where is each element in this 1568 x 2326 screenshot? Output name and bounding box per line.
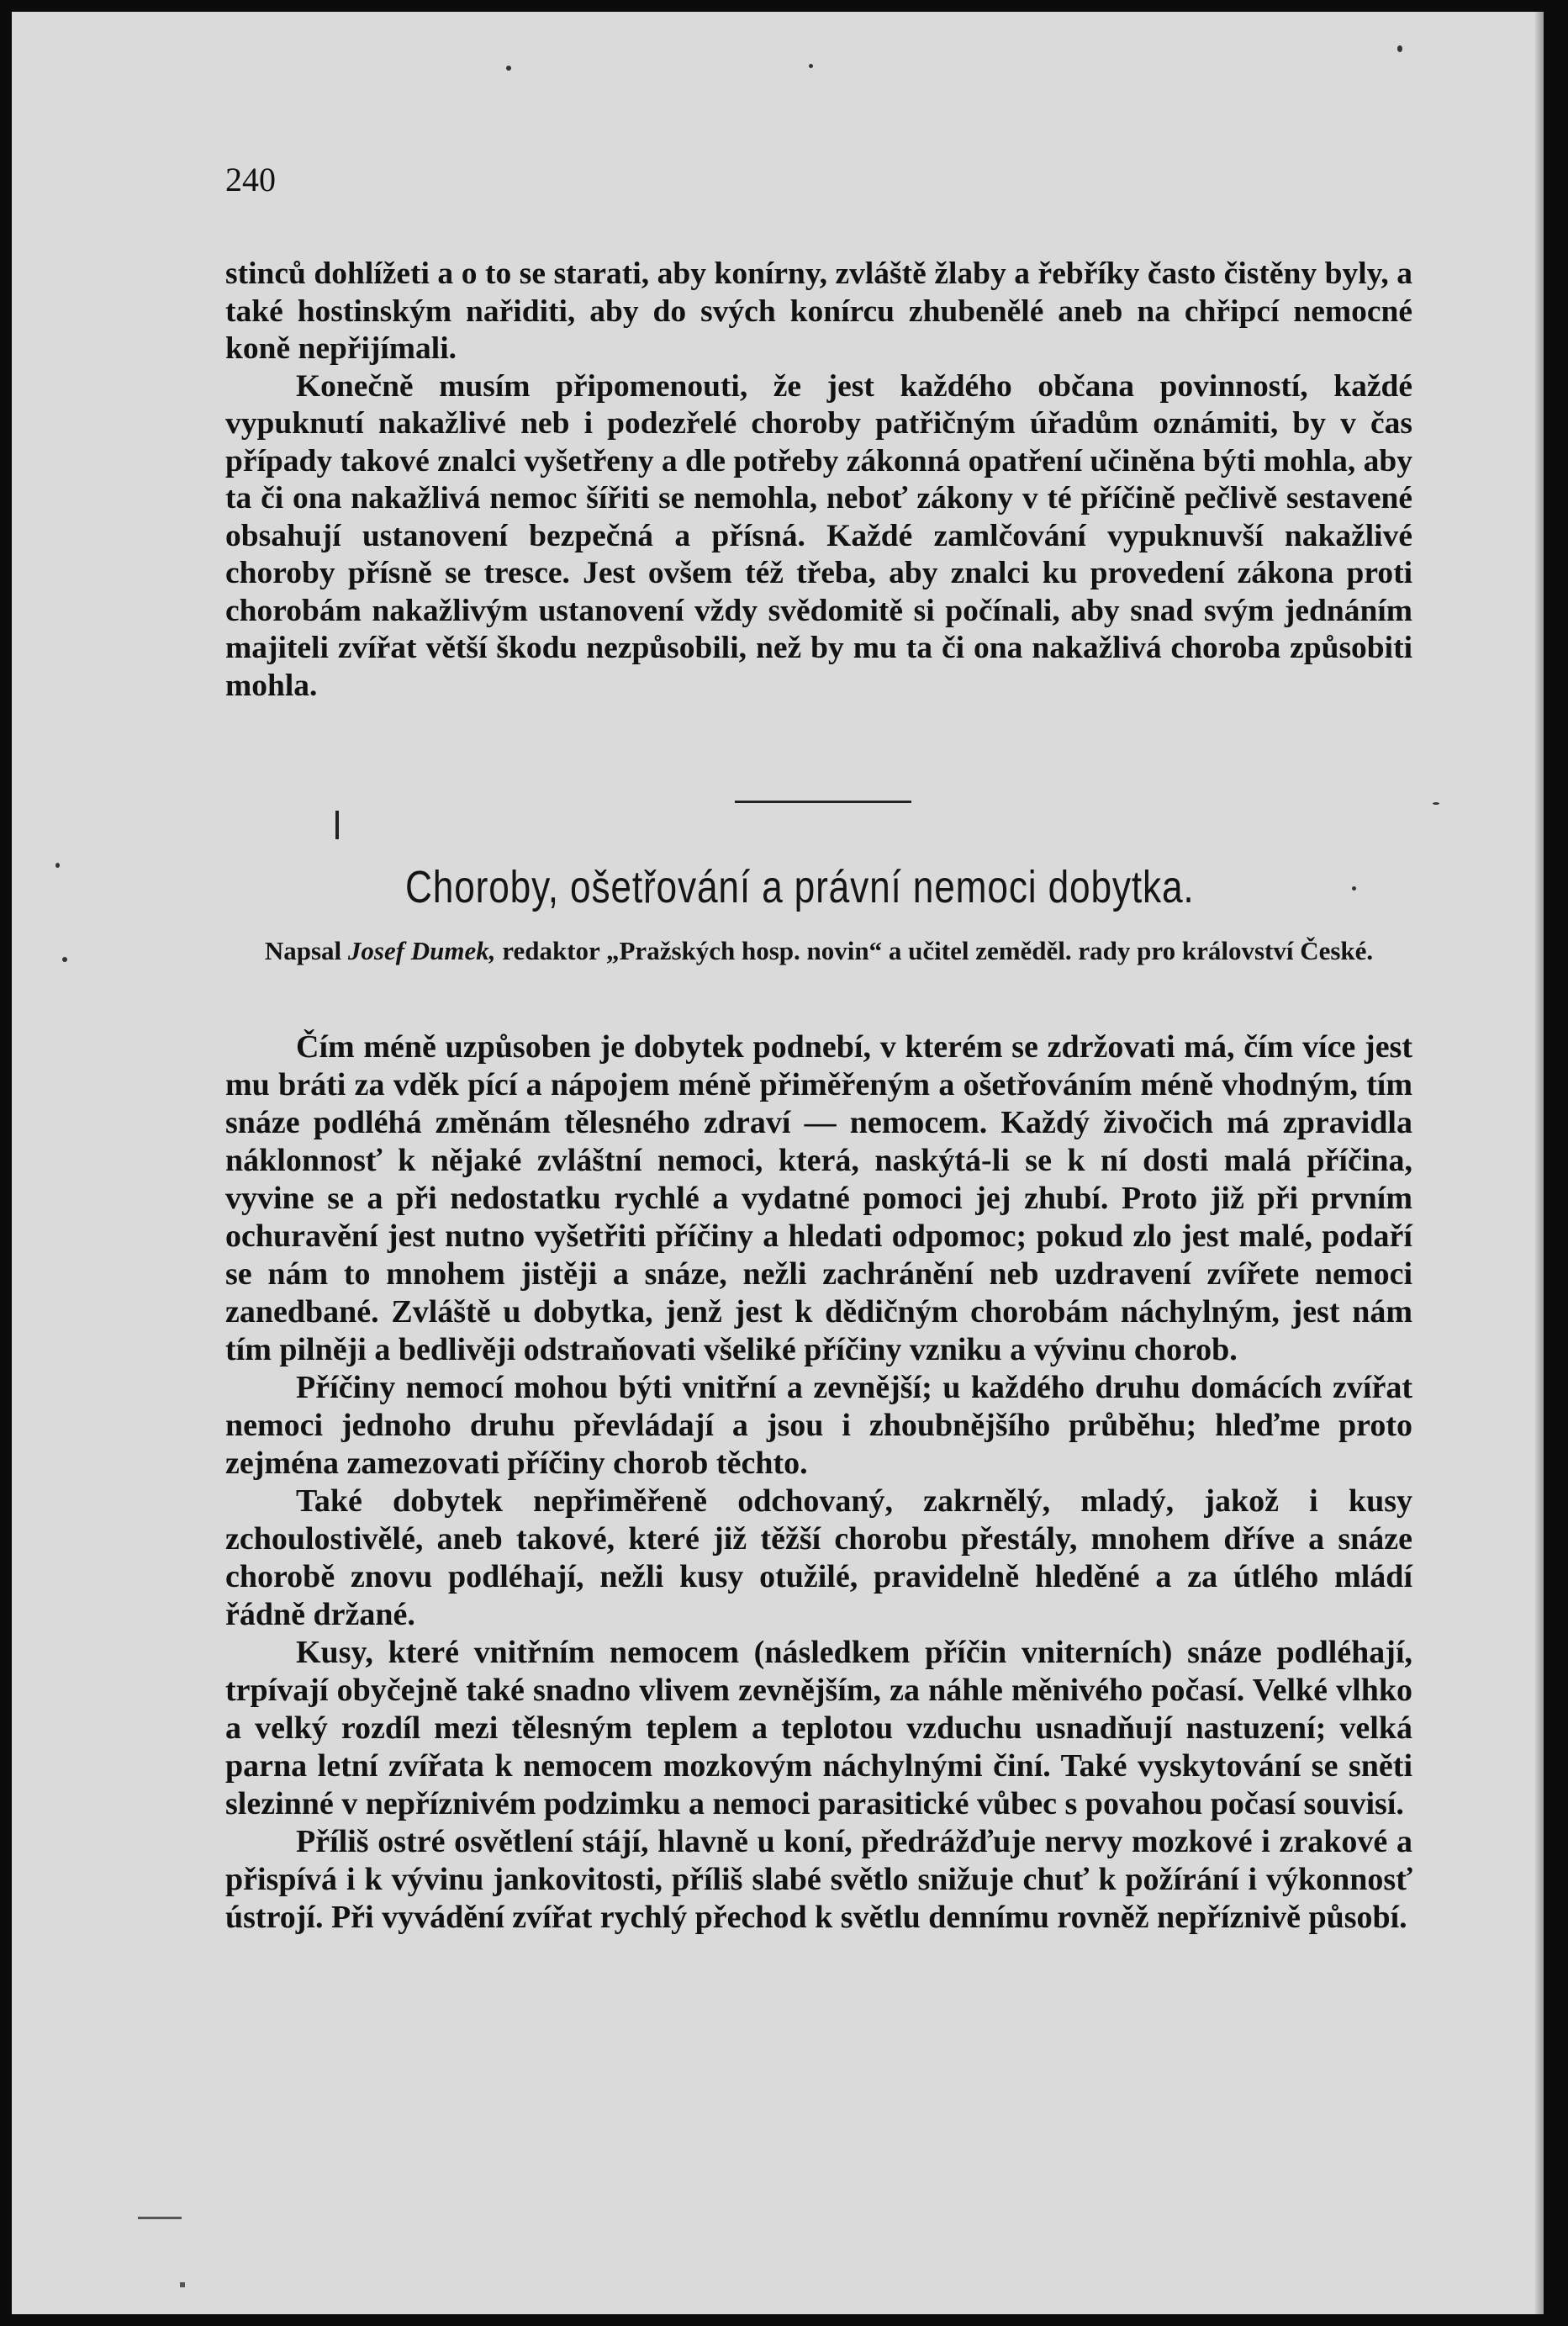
- page-edge-shadow: [1535, 12, 1544, 2314]
- paragraph: stinců dohlížeti a o to se starati, aby konírny, zvláště žlaby a řebříky často čistěny byly, a také hostinským nařiditi, aby do svých konírcu zhubenělé aneb na chřipcí nemocné koně nepřijímali.: [225, 256, 1412, 366]
- paragraph: Čím méně uzpůsoben je dobytek podnebí, v kterém se zdržovati má, čím více jest mu bráti za vděk pící a nápojem méně přiměřeným a ošetřováním méně vhodným, tím snáze podléhá změnám tělesného zdraví — nemocem. Každý živočich má zpravidla náklonnosť k nějaké zvláštní nemoci, která, naskýtá-li se k ní dosti malá příčina, vyvine se a při nedostatku rychlé a vydatné pomoci jej zhubí. Proto již při prvním ochuravění jest nutno vyšetřiti příčiny a hledati odpomoc; pokud zlo jest malé, podaří se nám to mnohem jistěji a snáze, nežli zachránění neb uzdravení zvířete nemoci zanedbané. Zvláště u dobytka, jenž jest k dědičným chorobám náchylným, jest nám tím pilněji a bedlivěji odstraňovati všeliké příčiny vzniku a vývinu chorob.: [225, 1029, 1412, 1367]
- page-number: 240: [225, 161, 276, 198]
- byline-author: Josef Dumek,: [347, 936, 496, 965]
- scan-speck: [1433, 802, 1439, 805]
- scan-speck: [1397, 45, 1402, 52]
- byline: [225, 937, 1412, 965]
- paragraph: Příliš ostré osvětlení stájí, hlavně u koní, předrážďuje nervy mozkové i zrakové a přispívá i k vývinu jankovitosti, příliš slabé světlo snižuje chuť k požírání i výkonnosť ústrojí. Při vyvádění zvířat rychlý přechod k světlu dennímu rovněž nepříznivě působí.: [225, 1824, 1412, 1935]
- section-divider: [735, 801, 911, 803]
- scan-mark: [138, 2217, 182, 2219]
- article-body: [225, 1028, 1412, 1937]
- scan-mark: [335, 811, 339, 839]
- document-page: [12, 12, 1544, 2314]
- scan-speck: [55, 863, 60, 868]
- byline-rest: redaktor „Pražských hosp. novin“ a učitel zeměděl. rady pro království České.: [502, 936, 1374, 965]
- paragraph: Kusy, které vnitřním nemocem (následkem příčin vniterních) snáze podléhají, trpívají obyčejně také snadno vlivem zevnějším, za náhle měnivého počasí. Velké vlhko a velký rozdíl mezi tělesným teplem a teplotou vzduchu usnadňují nastuzení; velká parna letní zvířata k nemocem mozkovým náchylnými činí. Také vyskytování se sněti slezinné v nepříznivém podzimku a nemoci parasitické vůbec s povahou počasí souvisí.: [225, 1635, 1412, 1821]
- scan-speck: [506, 66, 511, 71]
- scan-speck: [809, 64, 813, 68]
- paragraph: Konečně musím připomenouti, že jest každého občana povinností, každé vypuknutí nakažlivé neb i podezřelé choroby patřičným úřadům oznámiti, by v čas případy takové znalci vyšetřeny a dle potřeby zákonná opatření učiněna býti mohla, aby ta či ona nakažlivá nemoc šířiti se nemohla, neboť zákony v té příčině pečlivě sestavené obsahují ustanovení bezpečná a přísná. Každé zamlčování vypuknuvší nakažlivé choroby přísně se tresce. Jest ovšem též třeba, aby znalci ku provedení zákona proti chorobám nakažlivým ustanovení vždy svědomitě si počínali, aby snad svým jednáním majiteli zvířat větší škodu nezpůsobili, než by mu ta či ona nakažlivá choroba způsobiti mohla.: [225, 368, 1412, 703]
- article-title: Choroby, ošetřování a právní nemoci dobytka.: [404, 862, 1195, 912]
- byline-prefix: Napsal: [264, 936, 342, 965]
- paragraph: Příčiny nemocí mohou býti vnitřní a zevnější; u každého druhu domácích zvířat nemoci jednoho druhu převládají a jsou i zhoubnějšího průběhu; hleďme proto zejména zamezovati příčiny chorob těchto.: [225, 1370, 1412, 1481]
- previous-section-text: [225, 256, 1412, 705]
- scan-mark: [180, 2282, 185, 2287]
- paragraph: Také dobytek nepřiměřeně odchovaný, zakrnělý, mladý, jakož i kusy zchoulostivělé, aneb takové, které již těžší chorobu přestály, mnohem dříve a snáze chorobě znovu podléhají, nežli kusy otužilé, pravidelně hleděné a za útlého mládí řádně držané.: [225, 1483, 1412, 1632]
- scan-speck: [62, 957, 67, 962]
